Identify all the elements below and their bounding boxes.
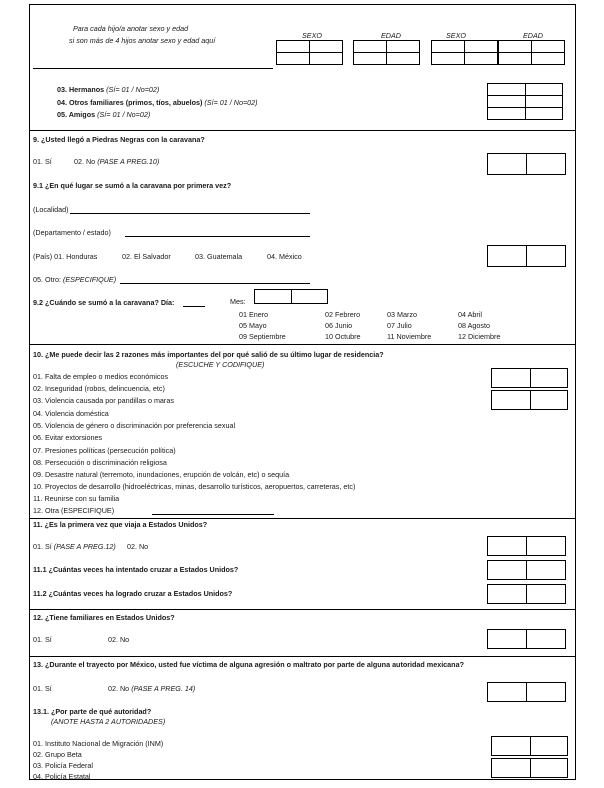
q131-answer-box-2[interactable]: [491, 758, 568, 778]
localidad-label: (Localidad): [33, 205, 69, 214]
pais-honduras: (País) 01. Honduras: [33, 252, 98, 261]
month-07: 07 Julio: [387, 321, 412, 330]
month-12: 12 Diciembre: [458, 332, 501, 341]
q10-option: 02. Inseguridad (robos, delincuencia, etc): [33, 384, 165, 393]
q9-skip-note: (PASE A PREG.10): [97, 157, 160, 166]
q9-option-no: [74, 157, 159, 166]
sexo-grid-1[interactable]: [276, 40, 343, 65]
q10-option-otra: [33, 506, 114, 515]
q131-answer-box-1[interactable]: [491, 736, 568, 756]
q10-instruction: (ESCUCHE Y CODIFIQUE): [176, 360, 265, 369]
q10-option: 08. Persecución o discriminación religiosa: [33, 458, 167, 467]
divider-q12: [29, 609, 576, 610]
q12-option-si: 01. Sí: [33, 635, 52, 644]
departamento-label: (Departamento / estado): [33, 228, 111, 237]
otros-familiares-code: (Sí= 01 / No=02): [204, 98, 258, 107]
sexo-label-2: SEXO: [446, 31, 466, 40]
q9-option-si: 01. Sí: [33, 157, 52, 166]
q9-question: 9. ¿Usted llegó a Piedras Negras con la caravana?: [33, 135, 205, 144]
edad-label-1: EDAD: [381, 31, 401, 40]
localidad-line[interactable]: [70, 213, 310, 214]
children-instruction-1: Para cada hijo/a anotar sexo y edad: [73, 24, 189, 33]
q10-option: 04. Violencia doméstica: [33, 409, 109, 418]
children-instruction-2: si son más de 4 hijos anotar sexo y edad aquí: [69, 36, 216, 45]
q10-option: 07. Presiones políticas (persecución política): [33, 446, 176, 455]
sexo-label-1: SEXO: [302, 31, 322, 40]
pais-guatemala: 03. Guatemala: [195, 252, 243, 261]
edad-grid-1[interactable]: [353, 40, 420, 65]
q10-answer-box-1[interactable]: [491, 368, 568, 388]
divider-q10: [29, 344, 576, 345]
q13-no-label: 02. No: [108, 684, 130, 693]
pais-otro-label: 05. Otro:: [33, 275, 61, 284]
month-03: 03 Marzo: [387, 310, 417, 319]
q9-answer-box[interactable]: [487, 153, 566, 175]
family-answer-grid[interactable]: [487, 83, 563, 120]
q112-question: 11.2 ¿Cuántas veces ha logrado cruzar a Estados Unidos?: [33, 589, 233, 598]
divider-q9: [29, 130, 576, 131]
q10-otra-line[interactable]: [152, 514, 274, 515]
month-06: 06 Junio: [325, 321, 353, 330]
q13-skip-note: (PASE A PREG. 14): [131, 684, 196, 693]
q11-option-no: 02. No: [127, 542, 149, 551]
q12-answer-box[interactable]: [487, 629, 566, 649]
hermanos-code: (Sí= 01 / No=02): [106, 85, 160, 94]
q131-option: 02. Grupo Beta: [33, 750, 82, 759]
q111-question: 11.1 ¿Cuántas veces ha intentado cruzar a Estados Unidos?: [33, 565, 239, 574]
q91-question: 9.1 ¿En qué lugar se sumó a la caravana por primera vez?: [33, 181, 232, 190]
q11-question: 11. ¿Es la primera vez que viaja a Estados Unidos?: [33, 520, 208, 529]
departamento-line[interactable]: [125, 236, 310, 237]
q92-question: 9.2 ¿Cuándo se sumó a la caravana? Día:: [33, 298, 175, 307]
month-01: 01 Enero: [239, 310, 269, 319]
month-02: 02 Febrero: [325, 310, 361, 319]
q111-answer-box[interactable]: [487, 560, 566, 580]
q10-otra-spec: (ESPECIFIQUE): [60, 506, 115, 515]
hermanos-row: [57, 85, 159, 94]
dia-line[interactable]: [183, 306, 205, 307]
mes-answer-box[interactable]: [254, 289, 328, 304]
pais-mexico: 04. México: [267, 252, 302, 261]
otros-familiares-label: 04. Otros familiares (primos, tíos, abuelos): [57, 98, 203, 107]
q11-si-label: 01. Sí: [33, 542, 52, 551]
mes-label: Mes:: [230, 297, 246, 306]
q13-question: 13. ¿Durante el trayecto por México, usted fue víctima de alguna agresión o maltrato por parte de alguna autoridad mexicana?: [33, 660, 464, 669]
q11-option-si: [33, 542, 116, 551]
divider-q13: [29, 656, 576, 657]
q12-question: 12. ¿Tiene familiares en Estados Unidos?: [33, 613, 175, 622]
q131-option: 04. Policía Estatal: [33, 772, 91, 781]
edad-grid-2[interactable]: [498, 40, 565, 65]
q131-option: 03. Policía Federal: [33, 761, 93, 770]
amigos-label: 05. Amigos: [57, 110, 96, 119]
q10-option: 09. Desastre natural (terremoto, inundaciones, erupción de volcán, etc) o sequía: [33, 470, 290, 479]
q10-answer-box-2[interactable]: [491, 390, 568, 410]
edad-label-2: EDAD: [523, 31, 543, 40]
month-08: 08 Agosto: [458, 321, 490, 330]
q13-option-si: 01. Sí: [33, 684, 52, 693]
pais-otro-line[interactable]: [120, 283, 310, 284]
month-05: 05 Mayo: [239, 321, 267, 330]
month-10: 10 Octubre: [325, 332, 361, 341]
q10-option: 06. Evitar extorsiones: [33, 433, 103, 442]
hermanos-label: 03. Hermanos: [57, 85, 105, 94]
q10-option: 01. Falta de empleo o medios económicos: [33, 372, 169, 381]
month-09: 09 Septiembre: [239, 332, 286, 341]
q112-answer-box[interactable]: [487, 584, 566, 604]
q11-answer-box[interactable]: [487, 536, 566, 556]
sexo-grid-2[interactable]: [431, 40, 498, 65]
amigos-row: [57, 110, 150, 119]
q131-question: 13.1. ¿Por parte de qué autoridad?: [33, 707, 152, 716]
q9-option-no-label: 02. No: [74, 157, 96, 166]
q10-option: 05. Violencia de género o discriminación por preferencia sexual: [33, 421, 236, 430]
q10-otra-label: 12. Otra: [33, 506, 59, 515]
month-11: 11 Noviembre: [387, 332, 432, 341]
pais-otro: [33, 275, 116, 284]
q131-option: 01. Instituto Nacional de Migración (INM): [33, 739, 164, 748]
q131-instruction: (ANOTE HASTA 2 AUTORIDADES): [51, 717, 166, 726]
q10-option: 10. Proyectos de desarrollo (hidroeléctricas, minas, desarrollo turísticos, aeropuertos, carreteras, etc): [33, 482, 356, 491]
q13-answer-box[interactable]: [487, 682, 566, 702]
pais-el-salvador: 02. El Salvador: [122, 252, 171, 261]
q91-answer-box[interactable]: [487, 245, 566, 267]
q12-option-no: 02. No: [108, 635, 130, 644]
children-extra-line[interactable]: [33, 68, 273, 69]
q10-option: 11. Reunirse con su familia: [33, 494, 120, 503]
otros-familiares-row: [57, 98, 258, 107]
q13-option-no: [108, 684, 195, 693]
divider-q11: [29, 518, 576, 519]
amigos-code: (Sí= 01 / No=02): [97, 110, 151, 119]
month-04: 04 Abril: [458, 310, 482, 319]
q10-question: 10. ¿Me puede decir las 2 razones más importantes del por qué salió de su último lugar de residencia?: [33, 350, 384, 359]
pais-otro-spec: (ESPECIFIQUE): [62, 275, 117, 284]
q11-skip-note: (PASE A PREG.12): [53, 542, 116, 551]
q10-option: 03. Violencia causada por pandillas o maras: [33, 396, 174, 405]
